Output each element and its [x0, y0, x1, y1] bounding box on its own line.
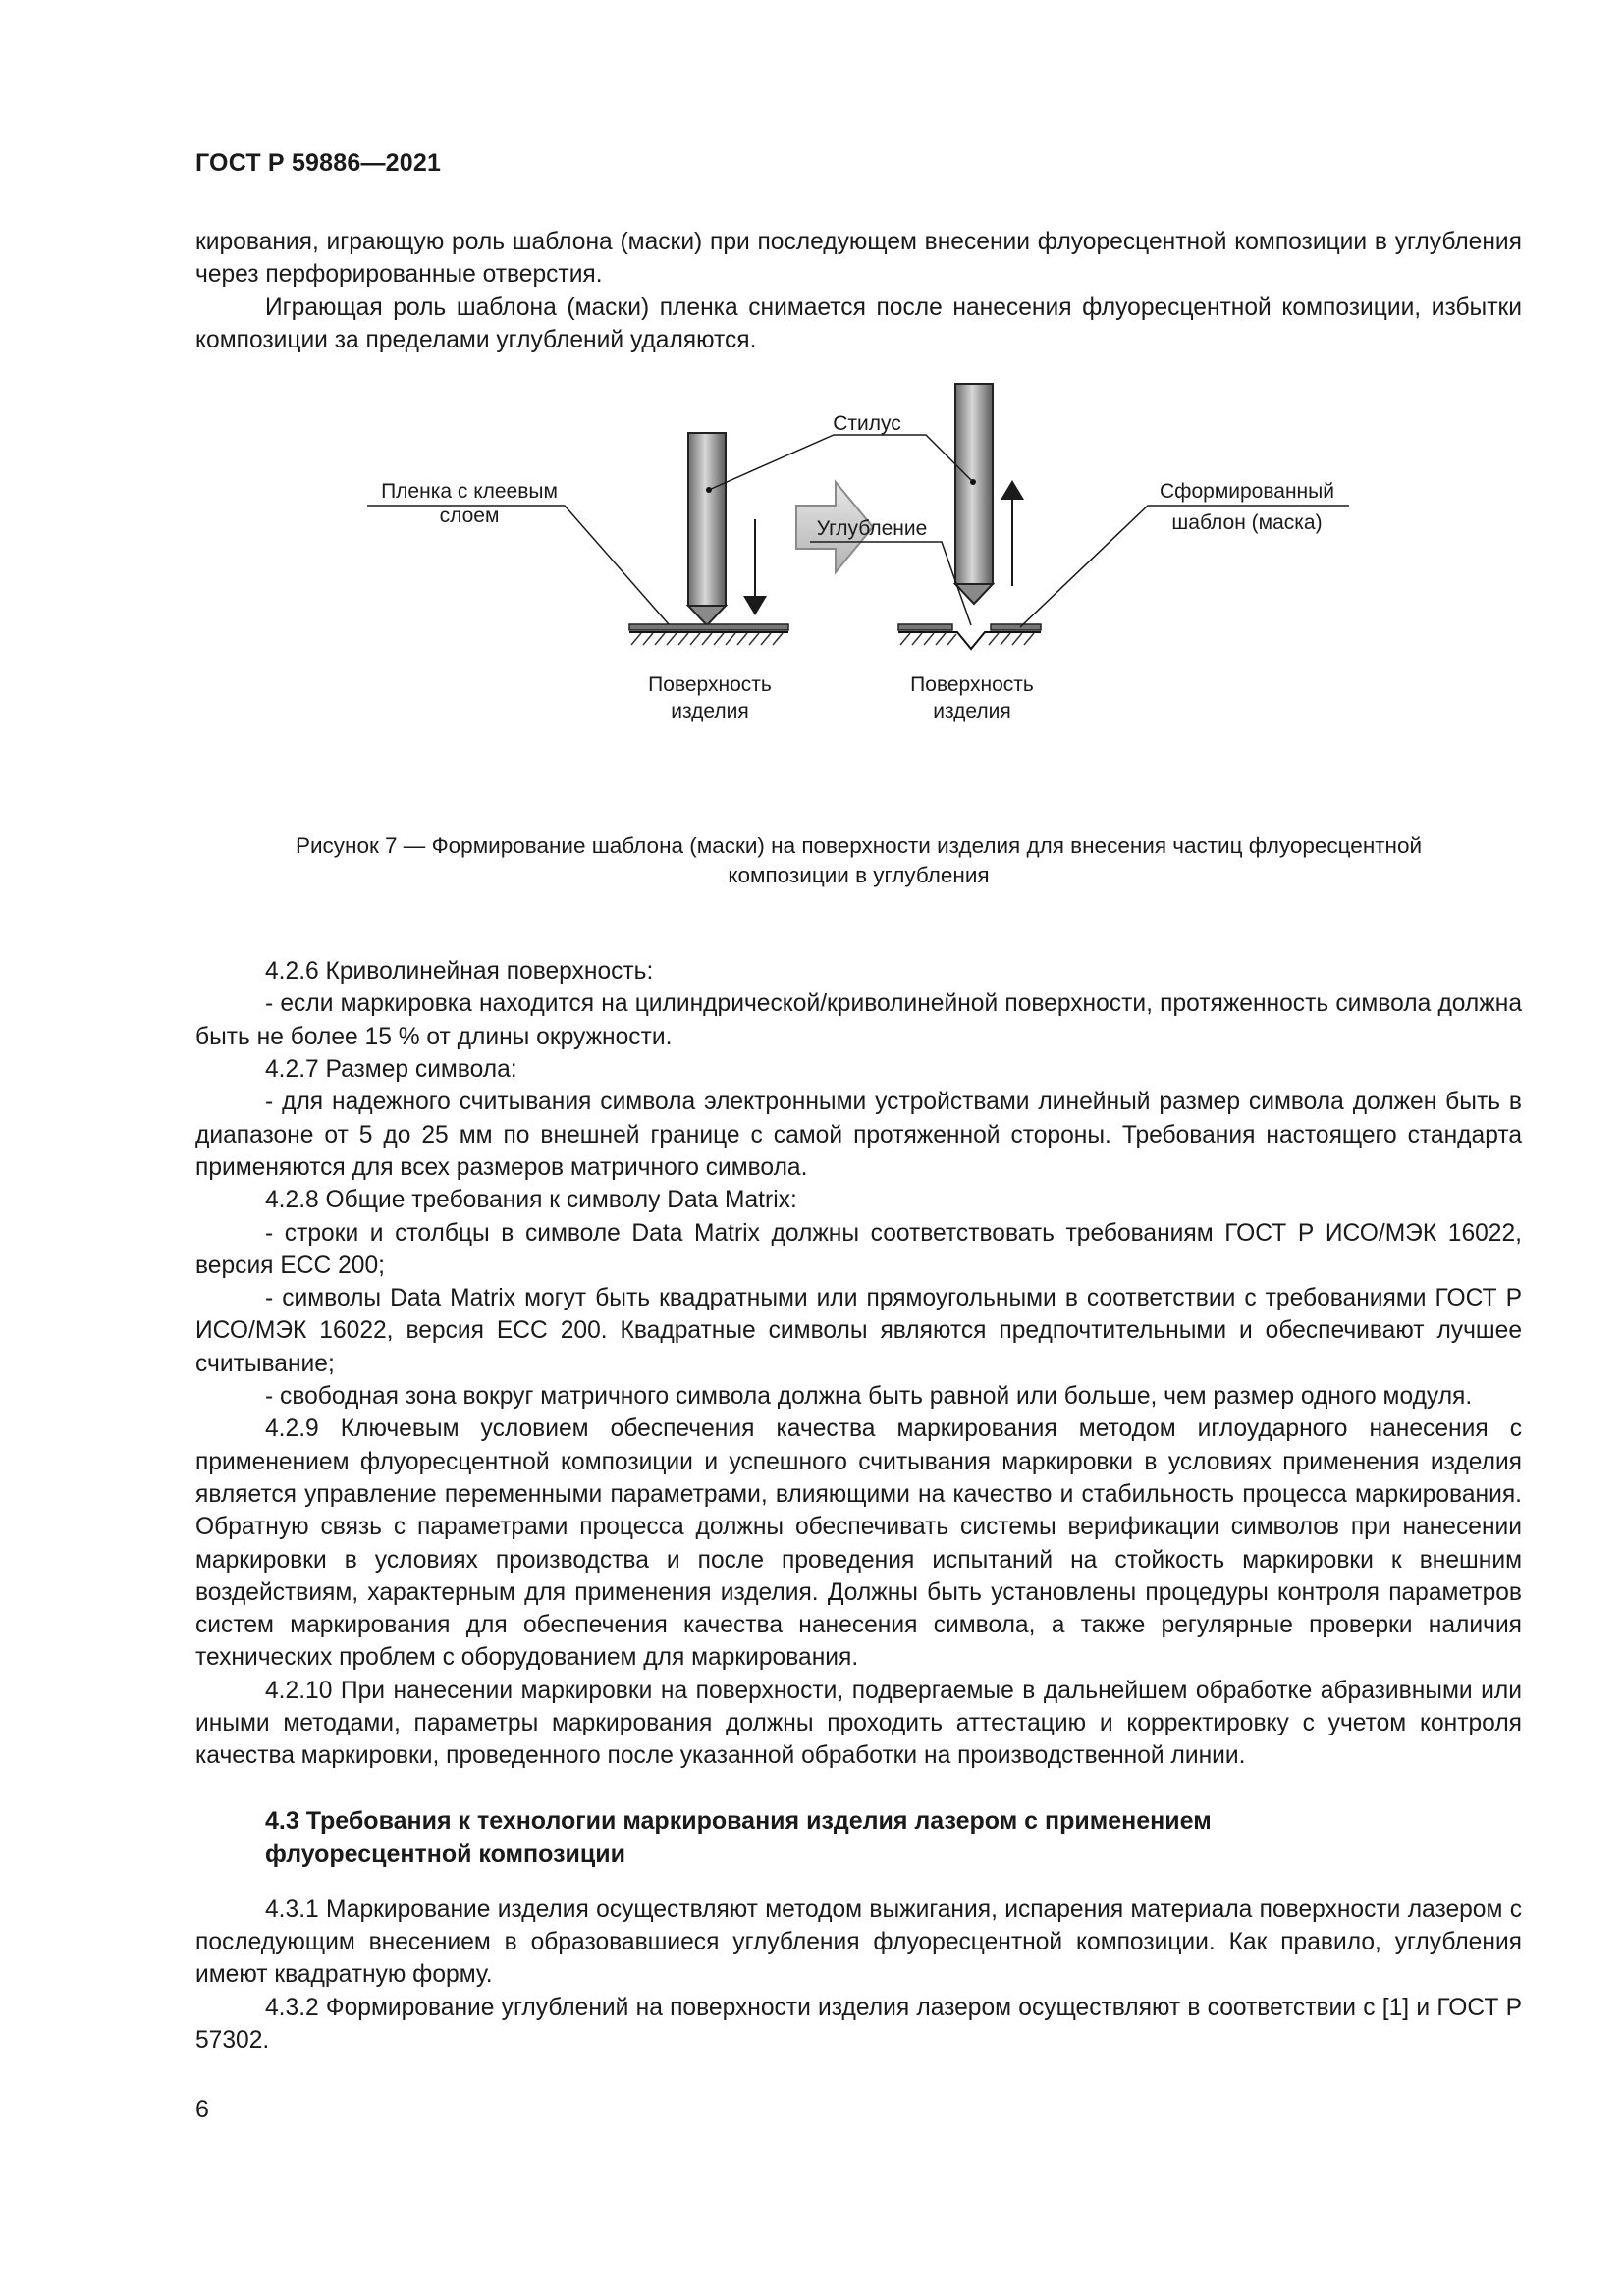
page-body	[195, 226, 1522, 2056]
paragraph: 4.2.7 Размер символа:	[265, 1056, 517, 1084]
paragraph: 4.3.1 Маркирование изделия осуществляют методом выжигания, испарения материала поверхности лазером с последующим внесением в образовавшиеся углубления флуоресцентной композиции. Как правило, углубления имеют квадратную форму.	[195, 1896, 1522, 1989]
stylus-diagram	[195, 380, 1522, 831]
document-header: ГОСТ Р 59886—2021	[195, 149, 442, 177]
paragraph: Играющая роль шаблона (маски) пленка снимается после нанесения флуоресцентной композиции, избытки композиции за пределами углублений удаляются.	[195, 294, 1522, 353]
figure-caption	[195, 831, 1522, 890]
label-template-2: шаблон (маска)	[1171, 511, 1323, 535]
section-heading-line: 4.3 Требования к технологии маркирования изделия лазером с применением	[265, 1806, 1212, 1835]
paragraph: - символы Data Matrix могут быть квадратными или прямоугольными в соответствии с требованиями ГОСТ Р ИСО/МЭК 16022, версия ECC 200. Квадратные символы являются предпочтительными и обеспечивают лучшее считывание;	[195, 1285, 1522, 1377]
paragraph: 4.2.9 Ключевым условием обеспечения качества маркирования методом иглоударного нанесения с применением флуоресцентной композиции и успешного считывания маркировки в условиях применения изделия является управление переменными параметрами, влияющими на качество и стабильность процесса маркирования. Обратную связь с параметрами процесса должны обеспечивать системы верификации символов при нанесении маркировки в условиях производства и после проведения испытаний на стойкость маркировки к внешним воздействиям, характерным для применения изделия. Должны быть установлены процедуры контроля параметров систем маркирования для обеспечения качества нанесения символа, а также регулярные проверки наличия технических проблем с оборудованием для маркирования.	[195, 1415, 1522, 1672]
paragraph: - свободная зона вокруг матричного символа должна быть равной или больше, чем размер одного модуля.	[265, 1383, 1473, 1411]
paragraph: 4.3.2 Формирование углублений на поверхности изделия лазером осуществляют в соответствии с [1] и ГОСТ Р 57302.	[195, 1994, 1522, 2054]
figure-7	[195, 380, 1522, 955]
label-surface-left-2: изделия	[671, 700, 749, 723]
caption-line: Рисунок 7 — Формирование шаблона (маски) на поверхности изделия для внесения частиц флуоресцентной	[295, 833, 1423, 859]
label-recess: Углубление	[816, 517, 928, 541]
label-film: Пленка с клеевым	[381, 480, 558, 504]
paragraph: 4.2.10 При нанесении маркировки на поверхности, подвергаемые в дальнейшем обработке абразивными или иными методами, параметры маркирования должны проходить аттестацию и корректировку с учетом контроля качества маркировки, проведенного после указанной обработки на производственной линии.	[195, 1677, 1522, 1770]
surface-left	[629, 624, 788, 645]
label-surface-right: Поверхность	[910, 673, 1034, 697]
paragraph: - если маркировка находится на цилиндрической/криволинейной поверхности, протяженность символа должна быть не более 15 % от длины окружности.	[195, 990, 1522, 1050]
surface-right	[898, 624, 1041, 649]
paragraph: - строки и столбцы в символе Data Matrix должны соответствовать требованиям ГОСТ Р ИСО/МЭК 16022, версия ECC 200;	[195, 1219, 1522, 1279]
caption-line: композиции в углубления	[728, 863, 990, 888]
paragraph: - для надежного считывания символа электронными устройствами линейный размер символа должен быть в диапазоне от 5 до 25 мм по внешней границе с самой протяженной стороны. Требования настоящего стандарта применяются для всех размеров матричного символа.	[195, 1089, 1522, 1181]
section-heading	[195, 1804, 1522, 1871]
stylus-right	[955, 384, 993, 604]
label-stylus: Стилус	[833, 412, 901, 436]
stylus-left	[688, 433, 726, 625]
label-template: Сформированный	[1160, 480, 1334, 504]
page-number: 6	[195, 2096, 209, 2123]
label-surface-left: Поверхность	[648, 673, 772, 697]
section-heading-line: флуоресцентной композиции	[265, 1840, 625, 1868]
label-surface-right-2: изделия	[933, 700, 1011, 723]
paragraph: 4.2.6 Криволинейная поверхность:	[265, 958, 654, 986]
label-film-2: слоем	[439, 505, 500, 528]
paragraph: 4.2.8 Общие требования к символу Data Matrix:	[265, 1187, 797, 1214]
paragraph: кирования, играющую роль шаблона (маски) при последующем внесении флуоресцентной композиции в углубления через перфорированные отверстия.	[195, 229, 1522, 289]
